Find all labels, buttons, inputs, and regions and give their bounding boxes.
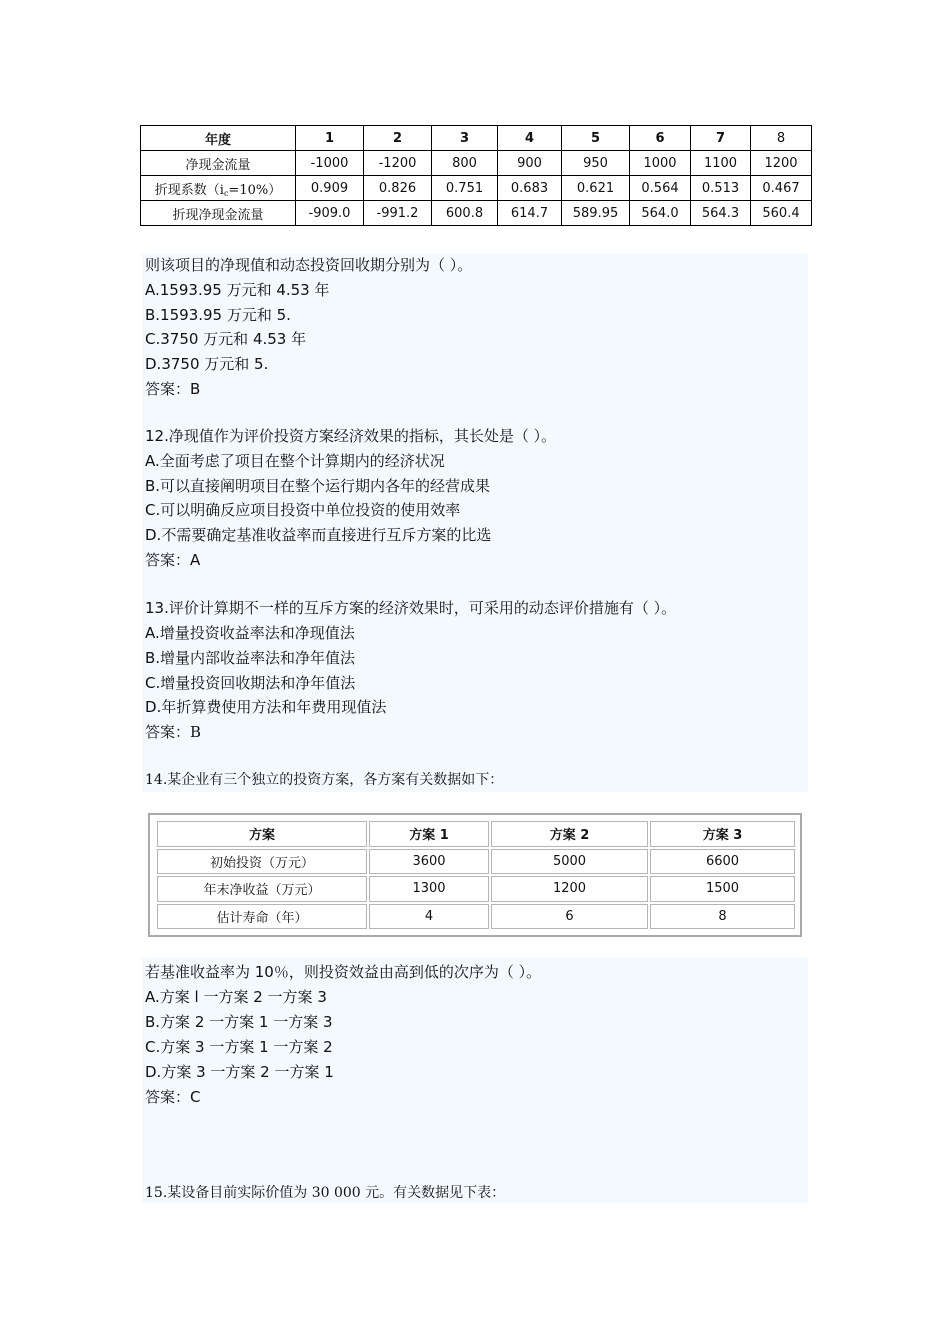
table-header-cell: 方案 3 [650, 821, 795, 847]
row-label: 初始投资（万元） [157, 849, 367, 875]
table-cell: 800 [432, 151, 498, 176]
question-stem: 13.评价计算期不一样的互斥方案的经济效果时，可采用的动态评价措施有（ ）。 [145, 599, 677, 617]
option-b: B.方案 2 一方案 1 一方案 3 [145, 1013, 333, 1031]
option-c: C.方案 3 一方案 1 一方案 2 [145, 1038, 333, 1056]
table-cell: 564.3 [691, 201, 751, 226]
option-d: D.方案 3 一方案 2 一方案 1 [145, 1063, 334, 1081]
table-cell: 1100 [691, 151, 751, 176]
table-cell: 600.8 [432, 201, 498, 226]
row-label [141, 176, 296, 201]
table-header-cell: 8 [751, 126, 812, 151]
table-header-cell: 1 [296, 126, 364, 151]
table-header-cell: 6 [630, 126, 691, 151]
table-cell: 1000 [630, 151, 691, 176]
option-c: C.可以明确反应项目投资中单位投资的使用效率 [145, 501, 461, 519]
option-c: C.增量投资回收期法和净年值法 [145, 674, 356, 692]
answer: 答案：A [145, 551, 201, 569]
table-header-cell: 年度 [141, 126, 296, 151]
question-stem: 则该项目的净现值和动态投资回收期分别为（ ）。 [145, 256, 473, 274]
table-cell: 1500 [650, 876, 795, 902]
label-subscript: c [223, 188, 229, 198]
table-header-cell: 3 [432, 126, 498, 151]
option-c: C.3750 万元和 4.53 年 [145, 330, 307, 348]
table-cell: 0.826 [364, 176, 432, 201]
option-d: D.3750 万元和 5. [145, 355, 269, 373]
answer: 答案：B [145, 380, 201, 398]
table-cell: 6600 [650, 849, 795, 875]
table-cell: 6 [491, 904, 648, 930]
table-cell: 0.751 [432, 176, 498, 201]
table-cell: 0.683 [498, 176, 562, 201]
table-cell: -1000 [296, 151, 364, 176]
option-a: A.1593.95 万元和 4.53 年 [145, 281, 330, 299]
option-a: A.方案 l 一方案 2 一方案 3 [145, 988, 327, 1006]
table-row [157, 849, 795, 875]
investment-table-frame [148, 813, 802, 937]
row-label: 估计寿命（年） [157, 904, 367, 930]
table-row [141, 151, 812, 176]
row-label: 净现金流量 [141, 151, 296, 176]
table-cell: 0.513 [691, 176, 751, 201]
table-row [157, 904, 795, 930]
investment-table [155, 819, 797, 931]
question-stem: 15.某设备目前实际价值为 30 000 元。有关数据见下表： [145, 1185, 506, 1201]
table-cell: 1300 [369, 876, 489, 902]
table-row [141, 201, 812, 226]
table-cell: 8 [650, 904, 795, 930]
table-header-cell: 7 [691, 126, 751, 151]
table-row [141, 176, 812, 201]
table-cell: 589.95 [562, 201, 630, 226]
option-a: A.增量投资收益率法和净现值法 [145, 624, 355, 642]
table-row [157, 876, 795, 902]
row-label: 年末净收益（万元） [157, 876, 367, 902]
option-b: B.可以直接阐明项目在整个运行期内各年的经营成果 [145, 477, 491, 495]
question-stem: 14.某企业有三个独立的投资方案，各方案有关数据如下： [145, 772, 504, 788]
table-cell: 5000 [491, 849, 648, 875]
option-b: B.1593.95 万元和 5. [145, 306, 291, 324]
row-label: 折现净现金流量 [141, 201, 296, 226]
table-cell: 900 [498, 151, 562, 176]
table-cell: 1200 [751, 151, 812, 176]
question-stem: 12.净现值作为评价投资方案经济效果的指标，其长处是（ ）。 [145, 427, 557, 445]
table-cell: 0.564 [630, 176, 691, 201]
option-d: D.不需要确定基准收益率而直接进行互斥方案的比选 [145, 526, 492, 544]
option-d: D.年折算费使用方法和年费用现值法 [145, 698, 387, 716]
table-cell: 1200 [491, 876, 648, 902]
table-cell: 4 [369, 904, 489, 930]
table-cell: 0.621 [562, 176, 630, 201]
table-cell: 614.7 [498, 201, 562, 226]
table-cell: 950 [562, 151, 630, 176]
table-cell: -909.0 [296, 201, 364, 226]
table-cell: 564.0 [630, 201, 691, 226]
table-cell: -991.2 [364, 201, 432, 226]
label-text: =10%） [228, 182, 282, 198]
table-header-cell: 5 [562, 126, 630, 151]
table-cell: 0.467 [751, 176, 812, 201]
table-cell: -1200 [364, 151, 432, 176]
table-header-cell: 方案 1 [369, 821, 489, 847]
table-cell: 560.4 [751, 201, 812, 226]
table-header-row [141, 126, 812, 151]
table-header-cell: 4 [498, 126, 562, 151]
answer-text: 答案：B [145, 723, 202, 741]
table-header-row [157, 821, 795, 847]
answer [145, 722, 201, 742]
option-b: B.增量内部收益率法和净年值法 [145, 649, 356, 667]
question-followup: 若基准收益率为 10％，则投资效益由高到低的次序为（ ）。 [145, 963, 542, 981]
cash-flow-table [140, 125, 812, 226]
table-header-cell: 方案 2 [491, 821, 648, 847]
answer: 答案：C [145, 1088, 201, 1106]
table-header-cell: 2 [364, 126, 432, 151]
table-cell: 0.909 [296, 176, 364, 201]
label-text: 折现系数（i [154, 182, 224, 198]
option-a: A.全面考虑了项目在整个计算期内的经济状况 [145, 452, 445, 470]
table-cell: 3600 [369, 849, 489, 875]
table-header-cell: 方案 [157, 821, 367, 847]
